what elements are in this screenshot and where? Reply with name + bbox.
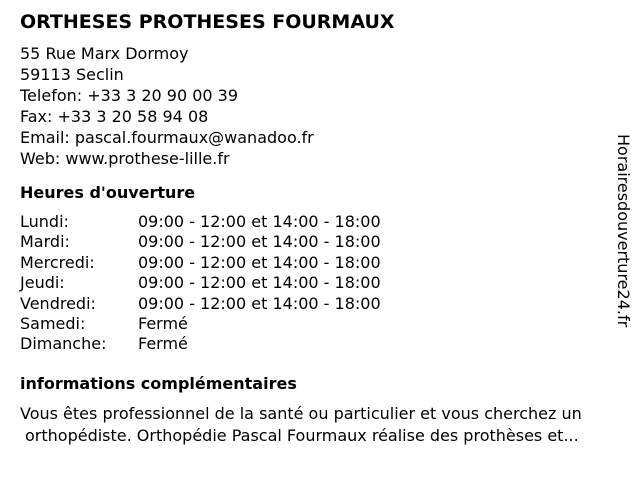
time-value: Fermé <box>138 313 188 333</box>
description-line: orthopédiste. Orthopédie Pascal Fourmaux réalise des prothèses et... <box>25 426 579 445</box>
time-value: 09:00 - 12:00 et 14:00 - 18:00 <box>138 212 381 231</box>
contact-block <box>20 43 314 169</box>
day-label: Jeudi: <box>20 273 65 293</box>
day-label: Dimanche: <box>20 334 107 354</box>
day-label: Mercredi: <box>20 252 95 272</box>
day-label: Mardi: <box>20 232 70 252</box>
day-label: Vendredi: <box>20 293 96 313</box>
time-value: 09:00 - 12:00 et 14:00 - 18:00 <box>138 273 381 293</box>
phone-number: Telefon: +33 3 20 90 00 39 <box>20 86 239 105</box>
site-watermark: Horairesdouverture24.fr <box>614 134 633 328</box>
day-label: Samedi: <box>20 313 86 333</box>
address-street: 55 Rue Marx Dormoy <box>20 44 189 63</box>
description-text <box>20 403 632 447</box>
email-address: Email: pascal.fourmaux@wanadoo.fr <box>20 128 314 147</box>
time-value: 09:00 - 12:00 et 14:00 - 18:00 <box>138 252 381 272</box>
business-name: ORTHESES PROTHESES FOURMAUX <box>20 11 395 33</box>
time-value: Fermé <box>138 334 188 354</box>
day-label: Lundi: <box>20 212 69 231</box>
address-city: 59113 Seclin <box>20 65 124 84</box>
description-line: Vous êtes professionnel de la santé ou particulier et vous cherchez un <box>20 404 582 423</box>
time-value: 09:00 - 12:00 et 14:00 - 18:00 <box>138 293 381 313</box>
additional-info-heading: informations complémentaires <box>20 374 297 393</box>
opening-hours-heading: Heures d'ouverture <box>20 183 196 202</box>
time-value: 09:00 - 12:00 et 14:00 - 18:00 <box>138 232 381 252</box>
fax-number: Fax: +33 3 20 58 94 08 <box>20 107 209 126</box>
website-address: Web: www.prothese-lille.fr <box>20 149 230 168</box>
